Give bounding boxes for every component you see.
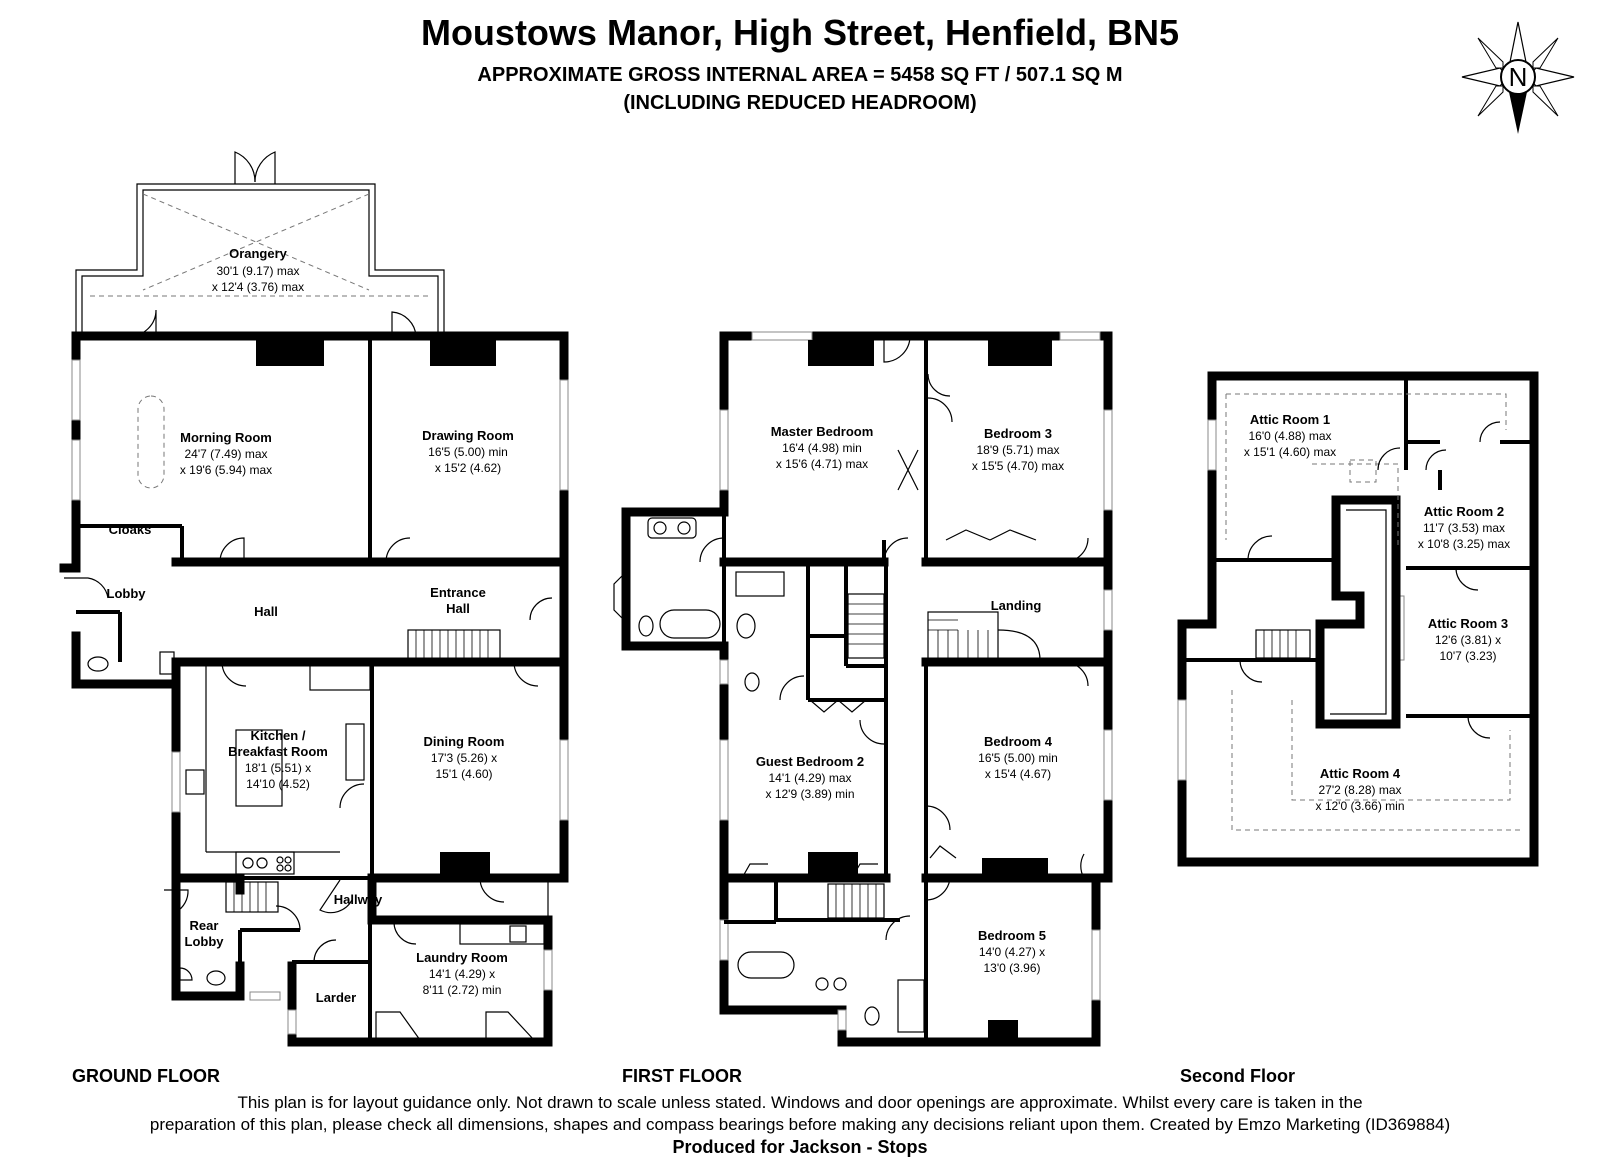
attic4-dim2: x 12'0 (3.66) min bbox=[1315, 799, 1405, 813]
compass-north-letter: N bbox=[1508, 62, 1528, 92]
attic1-dim1: 16'0 (4.88) max bbox=[1248, 429, 1332, 443]
laundry-name: Laundry Room bbox=[416, 950, 508, 965]
bedroom4-name: Bedroom 4 bbox=[984, 734, 1052, 749]
rear-lobby-name1: Rear bbox=[189, 918, 219, 933]
laundry-dim1: 14'1 (4.29) x bbox=[428, 967, 496, 981]
attic3-name: Attic Room 3 bbox=[1427, 616, 1509, 631]
dining-room-name: Dining Room bbox=[423, 734, 505, 749]
guest-bedroom2-dim2: x 12'9 (3.89) min bbox=[765, 787, 855, 801]
kitchen-dim1: 18'1 (5.51) x bbox=[244, 761, 312, 775]
dining-room-dim1: 17'3 (5.26) x bbox=[430, 751, 498, 765]
bedroom5-dim2: 13'0 (3.96) bbox=[983, 961, 1041, 975]
attic3-dim1: 12'6 (3.81) x bbox=[1434, 633, 1502, 647]
cloaks-name: Cloaks bbox=[108, 522, 152, 537]
disclaimer-line-1: This plan is for layout guidance only. Not drawn to scale unless stated. Windows and door openings are approximate. Whilst every care is taken in the bbox=[237, 1093, 1363, 1112]
bedroom3-dim1: 18'9 (5.71) max bbox=[976, 443, 1060, 457]
headroom-note: (INCLUDING REDUCED HEADROOM) bbox=[623, 92, 977, 114]
rear-lobby-name2: Lobby bbox=[184, 934, 224, 949]
orangery-dim1: 30'1 (9.17) max bbox=[216, 264, 300, 278]
attic1-dim2: x 15'1 (4.60) max bbox=[1243, 445, 1337, 459]
kitchen-name2: Breakfast Room bbox=[228, 744, 328, 759]
master-bedroom-dim1: 16'4 (4.98) min bbox=[782, 441, 862, 455]
bedroom5-dim1: 14'0 (4.27) x bbox=[978, 945, 1046, 959]
compass-icon bbox=[1462, 22, 1574, 134]
drawing-room-name: Drawing Room bbox=[422, 428, 514, 443]
laundry-dim2: 8'11 (2.72) min bbox=[422, 983, 502, 997]
entrance-hall-name2: Hall bbox=[446, 601, 470, 616]
bedroom4-dim2: x 15'4 (4.67) bbox=[984, 767, 1052, 781]
entrance-hall-name1: Entrance bbox=[430, 585, 486, 600]
ground-floor-label: GROUND FLOOR bbox=[72, 1066, 220, 1086]
attic1-name: Attic Room 1 bbox=[1249, 412, 1331, 427]
orangery-name: Orangery bbox=[229, 246, 287, 261]
master-bedroom-dim2: x 15'6 (4.71) max bbox=[775, 457, 869, 471]
second-floor-label: Second Floor bbox=[1180, 1066, 1296, 1086]
bedroom3-name: Bedroom 3 bbox=[984, 426, 1052, 441]
produced-for: Produced for Jackson - Stops bbox=[672, 1137, 928, 1157]
plan-title: Moustows Manor, High Street, Henfield, BN5 bbox=[420, 12, 1180, 53]
first-floor-label: FIRST FLOOR bbox=[622, 1066, 742, 1086]
orangery-dim2: x 12'4 (3.76) max bbox=[211, 280, 305, 294]
attic4-name: Attic Room 4 bbox=[1319, 766, 1401, 781]
hallway-name: Hallway bbox=[333, 892, 383, 907]
master-bedroom-name: Master Bedroom bbox=[770, 424, 874, 439]
attic2-dim1: 11'7 (3.53) max bbox=[1422, 521, 1506, 535]
disclaimer-line-2: preparation of this plan, please check all dimensions, shapes and compass bearings before making any decisions reliant upon them. Created by Emzo Marketing (ID369884) bbox=[149, 1115, 1451, 1134]
bedroom3-dim2: x 15'5 (4.70) max bbox=[971, 459, 1065, 473]
morning-room-dim1: 24'7 (7.49) max bbox=[184, 447, 268, 461]
gross-area: APPROXIMATE GROSS INTERNAL AREA = 5458 SQ FT / 507.1 SQ M bbox=[477, 64, 1123, 86]
hall-name: Hall bbox=[254, 604, 278, 619]
drawing-room-dim2: x 15'2 (4.62) bbox=[434, 461, 502, 475]
attic2-name: Attic Room 2 bbox=[1423, 504, 1505, 519]
morning-room-name: Morning Room bbox=[180, 430, 272, 445]
attic3-dim2: 10'7 (3.23) bbox=[1439, 649, 1497, 663]
landing-name: Landing bbox=[990, 598, 1042, 613]
drawing-room-dim1: 16'5 (5.00) min bbox=[428, 445, 508, 459]
bedroom4-dim1: 16'5 (5.00) min bbox=[978, 751, 1058, 765]
kitchen-dim2: 14'10 (4.52) bbox=[246, 777, 310, 791]
attic4-dim1: 27'2 (8.28) max bbox=[1318, 783, 1402, 797]
lobby-name: Lobby bbox=[106, 586, 146, 601]
bedroom5-name: Bedroom 5 bbox=[978, 928, 1046, 943]
attic2-dim2: x 10'8 (3.25) max bbox=[1417, 537, 1511, 551]
morning-room-dim2: x 19'6 (5.94) max bbox=[179, 463, 273, 477]
larder-name: Larder bbox=[315, 990, 357, 1005]
guest-bedroom2-dim1: 14'1 (4.29) max bbox=[768, 771, 852, 785]
dining-room-dim2: 15'1 (4.60) bbox=[435, 767, 493, 781]
kitchen-name1: Kitchen / bbox=[250, 728, 306, 743]
guest-bedroom2-name: Guest Bedroom 2 bbox=[755, 754, 865, 769]
